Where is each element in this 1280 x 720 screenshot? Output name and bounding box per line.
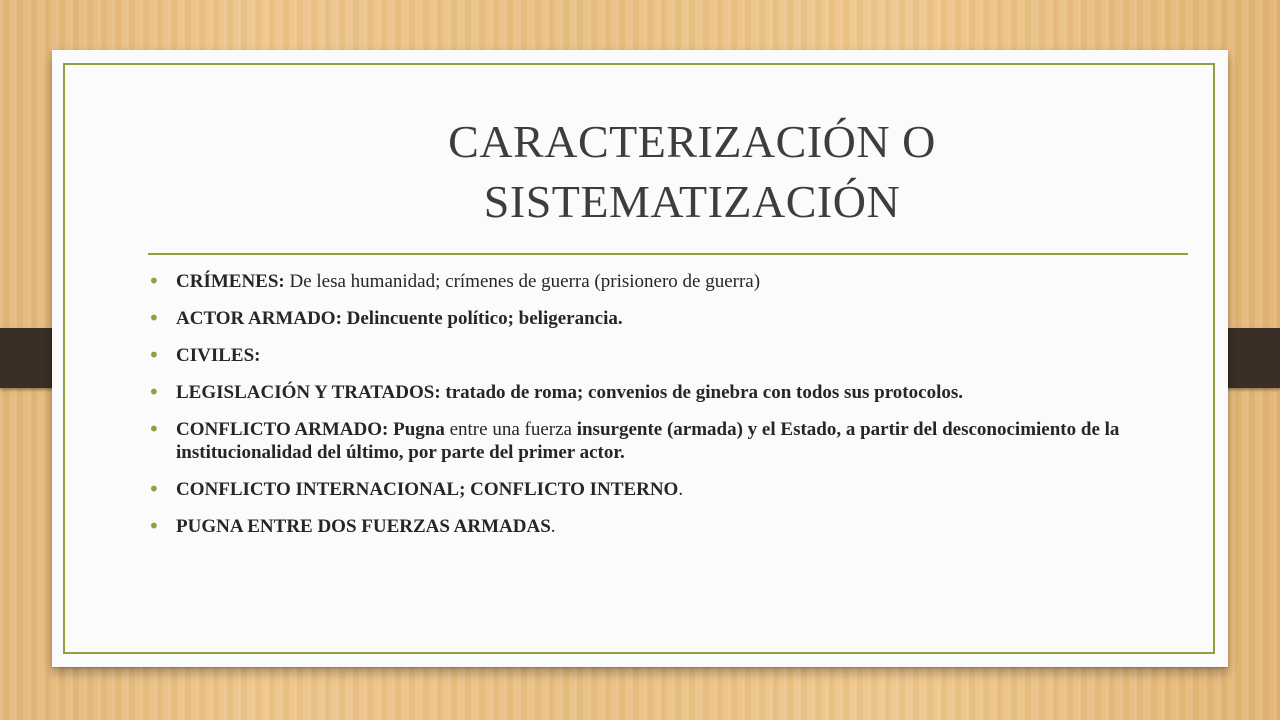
slide-sheet (52, 50, 1228, 667)
bullet-icon: • (148, 306, 160, 330)
bullet-icon: • (148, 269, 160, 293)
list-item-actor-armado (148, 307, 1188, 330)
list-item-conflicto-internacional (148, 478, 1188, 501)
item-text-bold: insurgente (armada) y el Estado, a partir del desconocimiento de la institucionalidad del último, por parte del primer actor. (176, 419, 1120, 463)
slide-title-line-2: SISTEMATIZACIÓN (483, 176, 901, 227)
bullet-icon: • (148, 514, 160, 538)
item-label: CRÍMENES: (176, 271, 285, 292)
item-label: ACTOR ARMADO: Delincuente político; beligerancia. (176, 308, 623, 329)
list-item-legislacion (148, 381, 1188, 404)
item-label: LEGISLACIÓN Y TRATADOS: (176, 382, 441, 403)
list-item-civiles (148, 344, 1188, 367)
item-label: CIVILES: (176, 345, 261, 366)
list-item-conflicto-armado (148, 418, 1188, 464)
item-text: De lesa humanidad; crímenes de guerra (prisionero de guerra) (284, 271, 761, 292)
slide-title (132, 112, 1252, 232)
item-label: CONFLICTO ARMADO: Pugna (176, 419, 445, 440)
bullet-icon: • (148, 380, 160, 404)
item-text: entre una fuerza (444, 419, 577, 440)
list-item-crimenes (148, 270, 1188, 293)
bullet-icon: • (148, 343, 160, 367)
title-divider (148, 253, 1188, 255)
item-text: tratado de roma; convenios de ginebra con todos sus protocolos. (440, 382, 963, 403)
bullet-list (148, 270, 1188, 552)
slide-title-line-1: CARACTERIZACIÓN O (448, 116, 936, 167)
item-text: . (550, 516, 556, 537)
item-label: CONFLICTO INTERNACIONAL; CONFLICTO INTERNO (176, 479, 679, 500)
bullet-icon: • (148, 477, 160, 501)
list-item-pugna (148, 515, 1188, 538)
bullet-icon: • (148, 417, 160, 441)
item-text: . (678, 479, 684, 500)
item-label: PUGNA ENTRE DOS FUERZAS ARMADAS (176, 516, 551, 537)
